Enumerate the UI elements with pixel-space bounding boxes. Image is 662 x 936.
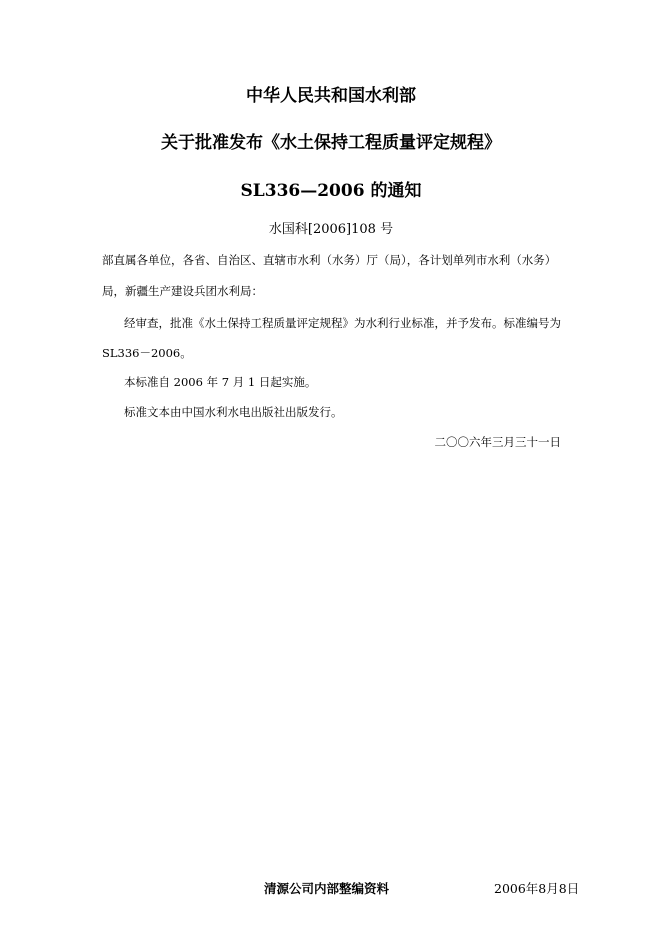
- footer-date: 2006年8月8日: [494, 881, 580, 896]
- body-line: 经审查，批准《水土保持工程质量评定规程》为水利行业标准，并予发布。标准编号为: [124, 316, 561, 330]
- body-line: 局，新疆生产建设兵团水利局：: [102, 284, 263, 298]
- issue-date: 二〇〇六年三月三十一日: [434, 435, 561, 449]
- document-number: 水国科[2006]108 号: [268, 222, 394, 237]
- body-line: 标准文本由中国水利水电出版社出版发行。: [124, 405, 343, 419]
- body-line: 本标准自 2006 年 7 月 1 日起实施。: [124, 375, 317, 389]
- body-line: SL336－2006。: [102, 346, 192, 360]
- footer-source: 清源公司内部整编资料: [264, 881, 390, 896]
- title-line-3: SL336—2006 的通知: [240, 181, 422, 201]
- title-line-2: 关于批准发布《水土保持工程质量评定规程》: [161, 133, 501, 153]
- title-line-1: 中华人民共和国水利部: [246, 86, 416, 106]
- body-line: 部直属各单位，各省、自治区、直辖市水利（水务）厅（局），各计划单列市水利（水务）: [102, 253, 557, 267]
